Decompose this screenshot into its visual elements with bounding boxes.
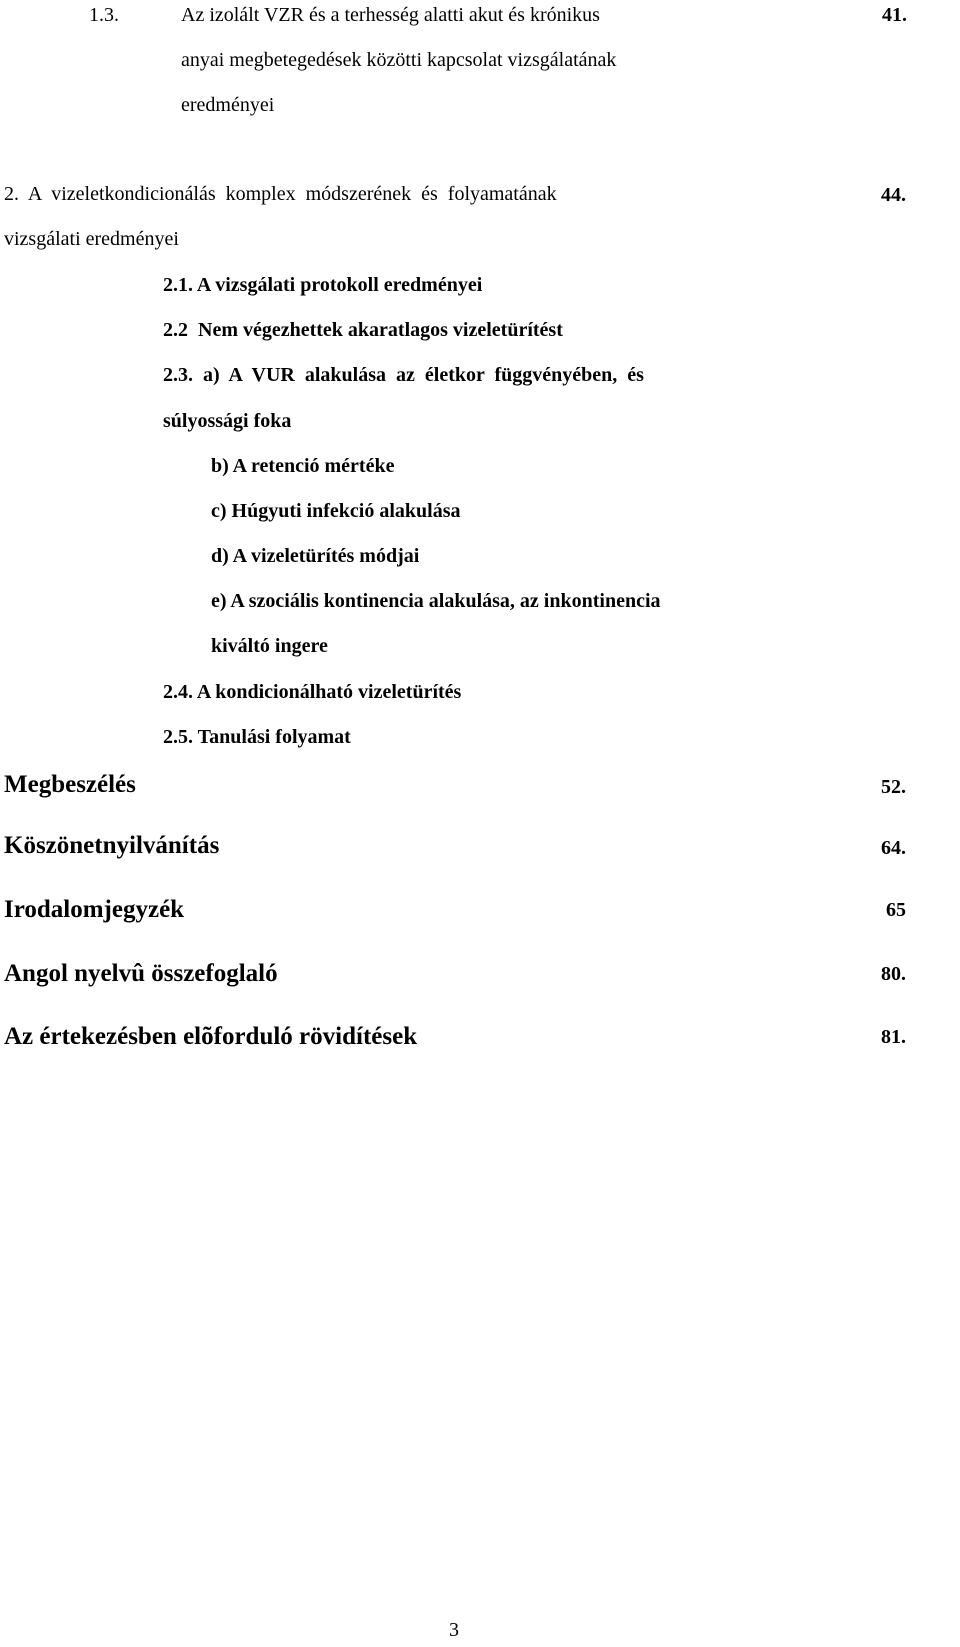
toc-entry-2-3-e-line2: kiváltó ingere [211, 635, 328, 657]
toc-entry-irodalomjegyzek: Irodalomjegyzék [4, 896, 185, 923]
toc-entry-megbeszeles-page: 52. [881, 776, 906, 798]
toc-entry-2-1: 2.1. A vizsgálati protokoll eredményei [163, 274, 483, 296]
toc-entry-koszonetnyilvanitas: Köszönetnyilvánítás [4, 832, 220, 859]
toc-entry-1-3-page: 41. [882, 4, 907, 26]
toc-entry-irodalomjegyzek-page: 65 [886, 899, 906, 921]
toc-entry-angol-osszefoglalo-page: 80. [881, 963, 906, 985]
toc-entry-2-3-b: b) A retenció mértéke [211, 455, 395, 477]
toc-entry-1-3-line3: eredményei [181, 94, 275, 116]
toc-entry-2-line2: vizsgálati eredményei [4, 228, 179, 250]
toc-entry-1-3-line1: Az izolált VZR és a terhesség alatti akut és krónikus [181, 4, 600, 26]
toc-entry-2-3-c: c) Húgyuti infekció alakulása [211, 500, 461, 522]
toc-entry-2-2: 2.2 Nem végezhettek akaratlagos vizeletürítést [163, 319, 563, 341]
toc-entry-2-5: 2.5. Tanulási folyamat [163, 726, 351, 748]
toc-entry-angol-osszefoglalo: Angol nyelvû összefoglaló [4, 960, 278, 987]
toc-entry-2-3-e-line1: e) A szociális kontinencia alakulása, az inkontinencia [211, 590, 661, 612]
toc-entry-koszonetnyilvanitas-page: 64. [881, 837, 906, 859]
toc-entry-2-3-line2: súlyossági foka [163, 410, 292, 432]
toc-entry-2-3-d: d) A vizeletürítés módjai [211, 545, 420, 567]
page-number: 3 [449, 1619, 459, 1641]
toc-entry-1-3-line2: anyai megbetegedések közötti kapcsolat vizsgálatának [181, 49, 617, 71]
toc-entry-2-line1: 2. A vizeletkondicionálás komplex módszerének és folyamatának [4, 183, 557, 205]
toc-entry-1-3-number: 1.3. [89, 4, 119, 26]
toc-entry-2-4: 2.4. A kondicionálható vizeletürítés [163, 681, 462, 703]
toc-entry-roviditesek-page: 81. [881, 1026, 906, 1048]
toc-entry-2-3-line1: 2.3. a) A VUR alakulása az életkor függvényében, és [163, 364, 644, 386]
toc-entry-2-page: 44. [881, 184, 906, 206]
toc-entry-roviditesek: Az értekezésben elõforduló rövidítések [4, 1023, 418, 1050]
toc-entry-megbeszeles: Megbeszélés [4, 771, 136, 798]
